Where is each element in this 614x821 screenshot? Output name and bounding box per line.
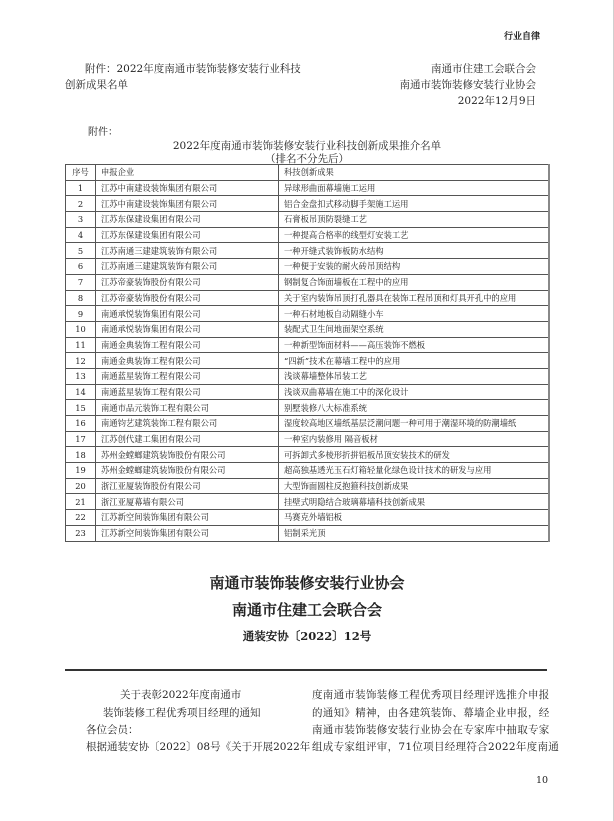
cell-company: 南通钧艺建筑装饰工程有限公司 <box>96 416 279 432</box>
table-subtitle: （排名不分先后） <box>265 153 349 165</box>
cell-result: 钢制复合饰面墙板在工程中的应用 <box>279 274 549 290</box>
cell-seq: 1 <box>66 180 96 196</box>
notice-body-right-line: 南通市装饰装修安装行业协会在专家库中抽取专家 <box>312 724 550 736</box>
cell-result: 浅谈双曲幕墙在施工中的深化设计 <box>279 384 549 400</box>
cell-result: 挂壁式明隐结合玻璃幕墙科技创新成果 <box>279 494 549 510</box>
cell-seq: 15 <box>66 400 96 416</box>
table-row <box>66 400 549 416</box>
document-number: 通装安协〔2022〕12号 <box>242 629 372 643</box>
table-row <box>66 212 549 228</box>
table-row <box>66 274 549 290</box>
cell-seq: 17 <box>66 431 96 447</box>
cell-seq: 8 <box>66 290 96 306</box>
cell-seq: 11 <box>66 337 96 353</box>
cell-seq: 6 <box>66 259 96 275</box>
table-row <box>66 227 549 243</box>
cell-result: 一种新型饰面材料——高压装饰不燃板 <box>279 337 549 353</box>
signatory-1: 南通市住建工会联合会 <box>431 63 536 75</box>
cell-result: 铝合金盘扣式移动脚手架施工运用 <box>279 196 549 212</box>
cell-seq: 10 <box>66 321 96 337</box>
cell-seq: 2 <box>66 196 96 212</box>
org-name-1: 南通市装饰装修安装行业协会 <box>209 574 405 592</box>
cell-result: 可拆卸式多棱形折拼铝板吊顶安装技术的研发 <box>279 447 549 463</box>
notice-title-line-1: 关于表彰2022年度南通市 <box>120 689 242 701</box>
notice-body-right-line: 的通知》精神，由各建筑装饰、幕墙企业申报，经 <box>312 707 550 719</box>
cell-seq: 9 <box>66 306 96 322</box>
cell-result: 马赛克外墙铝板 <box>279 510 549 526</box>
notice-greeting: 各位会员： <box>86 724 139 736</box>
cell-seq: 21 <box>66 494 96 510</box>
attachment-line-2: 创新成果名单 <box>65 79 128 91</box>
cell-company: 南通蓝星装饰工程有限公司 <box>96 384 279 400</box>
notice-body-right-line: 组成专家组评审，71位项目经理符合2022年度南通 <box>312 741 560 753</box>
cell-result: 铝制采光顶 <box>279 525 549 541</box>
table-row <box>66 337 549 353</box>
cell-seq: 20 <box>66 478 96 494</box>
section-tag: 行业自律 <box>503 32 540 42</box>
cell-result: 异球形曲面幕墙施工运用 <box>279 180 549 196</box>
table-row <box>66 368 549 384</box>
table-row <box>66 478 549 494</box>
cell-company: 江苏东保建设集团有限公司 <box>96 212 279 228</box>
table-row <box>66 494 549 510</box>
notice-title-line-2: 装饰装修工程优秀项目经理的通知 <box>103 707 261 719</box>
cell-result: “四新”技术在幕墙工程中的应用 <box>279 353 549 369</box>
cell-seq: 3 <box>66 212 96 228</box>
cell-result: 一种开缝式装饰板防水结构 <box>279 243 549 259</box>
cell-result: 别墅装修八大标准系统 <box>279 400 549 416</box>
column-header-result: 科技创新成果 <box>279 165 549 181</box>
cell-result: 一种提高合格率的线型灯安装工艺 <box>279 227 549 243</box>
cell-seq: 5 <box>66 243 96 259</box>
cell-company: 南通金典装饰工程有限公司 <box>96 337 279 353</box>
table-row <box>66 321 549 337</box>
cell-result: 一种室内装修用 隔音板材 <box>279 431 549 447</box>
table-title: 2022年度南通市装饰装修安装行业科技创新成果推介名单 <box>172 140 442 152</box>
table-row <box>66 290 549 306</box>
cell-company: 南通金典装饰工程有限公司 <box>96 353 279 369</box>
cell-company: 江苏新空间装饰集团有限公司 <box>96 510 279 526</box>
cell-result: 湿度较高地区墙纸基层泛潮问题一种可用于潮湿环境的防潮墙纸 <box>279 416 549 432</box>
header-divider <box>65 669 547 671</box>
cell-company: 南通市品元装饰工程有限公司 <box>96 400 279 416</box>
cell-result: 浅谈幕墙整体吊装工艺 <box>279 368 549 384</box>
table-row <box>66 510 549 526</box>
cell-company: 苏州金螳螂建筑装饰股份有限公司 <box>96 447 279 463</box>
cell-result: 一种便于安装的耐火砖吊顶结构 <box>279 259 549 275</box>
cell-company: 浙江亚厦幕墙有限公司 <box>96 494 279 510</box>
cell-company: 江苏创代建工集团有限公司 <box>96 431 279 447</box>
cell-company: 南通承悦装饰集团有限公司 <box>96 321 279 337</box>
cell-seq: 18 <box>66 447 96 463</box>
table-row <box>66 384 549 400</box>
cell-company: 江苏南通三建建筑装饰有限公司 <box>96 259 279 275</box>
signatory-2: 南通市装饰装修安装行业协会 <box>399 79 536 91</box>
cell-result: 超高独基透光玉石灯箱轻量化绿色设计技术的研发与应用 <box>279 463 549 479</box>
cell-seq: 12 <box>66 353 96 369</box>
cell-seq: 23 <box>66 525 96 541</box>
cell-result: 关于室内装饰吊顶打孔器具在装饰工程吊顶和灯具开孔中的应用 <box>279 290 549 306</box>
cell-company: 南通承悦装饰集团有限公司 <box>96 306 279 322</box>
table-row <box>66 463 549 479</box>
cell-company: 江苏中南建设装饰集团有限公司 <box>96 196 279 212</box>
table-row <box>66 416 549 432</box>
cell-result: 装配式卫生间地面架空系统 <box>279 321 549 337</box>
cell-seq: 4 <box>66 227 96 243</box>
table-row <box>66 196 549 212</box>
cell-company: 江苏帝豪装饰股份有限公司 <box>96 274 279 290</box>
cell-seq: 14 <box>66 384 96 400</box>
cell-result: 石膏板吊顶防裂缝工艺 <box>279 212 549 228</box>
column-header-seq: 序号 <box>66 165 96 181</box>
notice-body-left: 根据通装安协〔2022〕08号《关于开展2022年 <box>86 741 311 753</box>
page-number: 10 <box>536 775 549 786</box>
cell-company: 江苏帝豪装饰股份有限公司 <box>96 290 279 306</box>
cell-company: 浙江亚厦装饰股份有限公司 <box>96 478 279 494</box>
table-row <box>66 447 549 463</box>
cell-seq: 16 <box>66 416 96 432</box>
table-row <box>66 306 549 322</box>
table-row <box>66 353 549 369</box>
cell-company: 苏州金螳螂建筑装饰股份有限公司 <box>96 463 279 479</box>
cell-seq: 13 <box>66 368 96 384</box>
table-header-row <box>66 165 549 181</box>
cell-seq: 7 <box>66 274 96 290</box>
attachment-label: 附件： <box>88 127 118 138</box>
attachment-line-1: 附件：2022年度南通市装饰装修安装行业科技 <box>85 63 301 75</box>
cell-company: 江苏新空间装饰集团有限公司 <box>96 525 279 541</box>
table-row <box>66 259 549 275</box>
table-row <box>66 243 549 259</box>
column-header-company: 申报企业 <box>96 165 279 181</box>
table-row <box>66 431 549 447</box>
cell-company: 江苏南通三建建筑装饰有限公司 <box>96 243 279 259</box>
achievement-table <box>65 164 550 542</box>
cell-result: 一种石材地板自动隔缝小车 <box>279 306 549 322</box>
table-row <box>66 525 549 541</box>
cell-company: 江苏东保建设集团有限公司 <box>96 227 279 243</box>
cell-company: 江苏中南建设装饰集团有限公司 <box>96 180 279 196</box>
org-name-2: 南通市住建工会联合会 <box>231 601 382 619</box>
cell-result: 大型饰面圆柱反抱箍科技创新成果 <box>279 478 549 494</box>
cell-seq: 19 <box>66 463 96 479</box>
cell-seq: 22 <box>66 510 96 526</box>
signature-date: 2022年12月9日 <box>457 95 536 107</box>
notice-body-right-line: 度南通市装饰装修工程优秀项目经理评选推介申报 <box>312 689 550 701</box>
cell-company: 南通蓝星装饰工程有限公司 <box>96 368 279 384</box>
table-row <box>66 180 549 196</box>
